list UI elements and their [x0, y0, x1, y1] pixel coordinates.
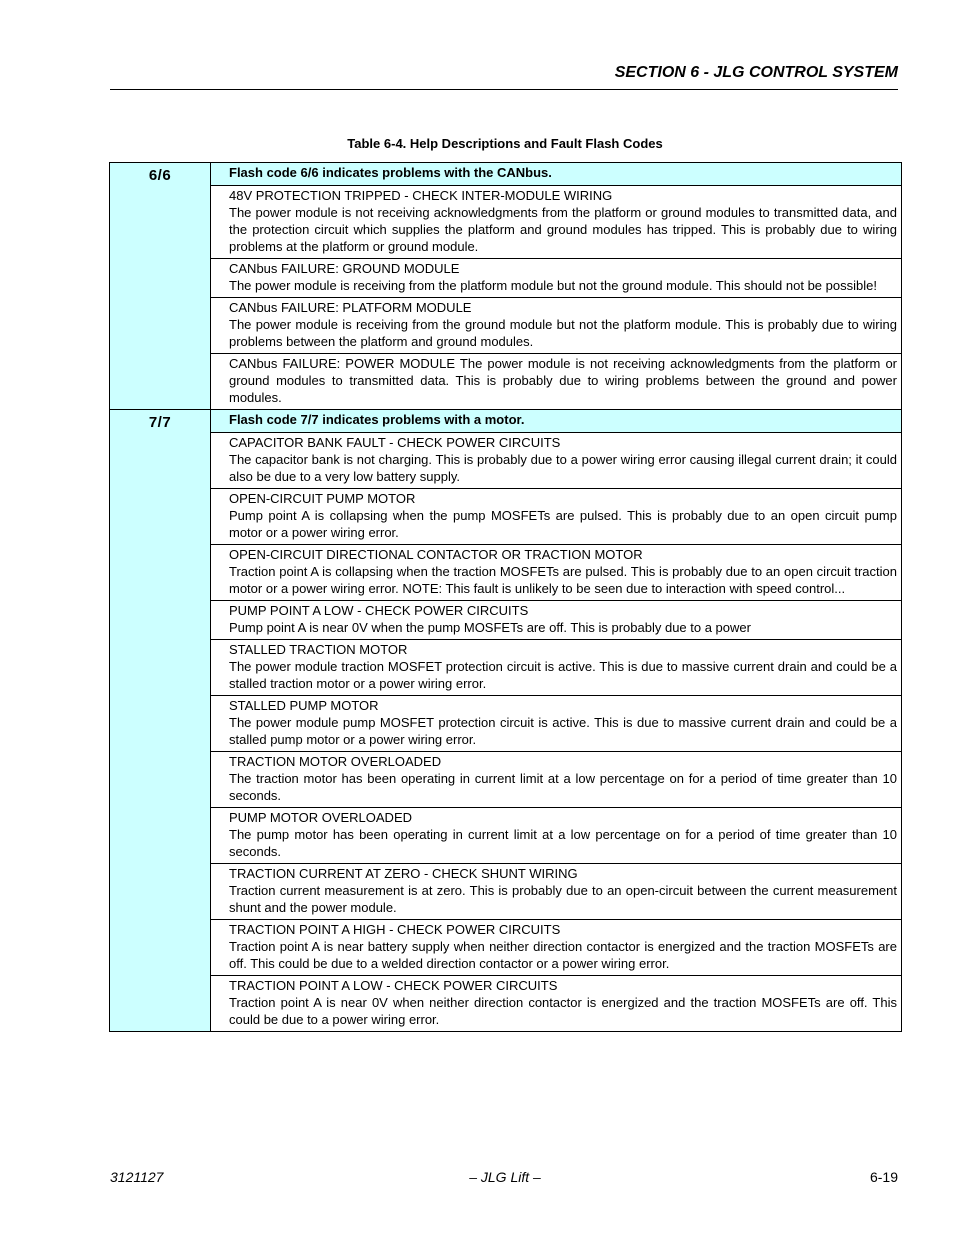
table-row	[110, 976, 902, 1032]
fault-item	[211, 354, 902, 410]
group-heading-row	[110, 163, 902, 186]
fault-item	[211, 752, 902, 808]
table-row	[110, 433, 902, 489]
fault-title: CANbus FAILURE: PLATFORM MODULE	[229, 300, 472, 315]
fault-title: TRACTION MOTOR OVERLOADED	[229, 754, 442, 769]
fault-title: OPEN-CIRCUIT DIRECTIONAL CONTACTOR OR TRACTION MOTOR	[229, 547, 643, 562]
table-row	[110, 752, 902, 808]
fault-item	[211, 640, 902, 696]
fault-description: The power module is receiving from the platform module but not the ground module. This should not be possible!	[229, 278, 877, 293]
fault-title: PUMP POINT A LOW - CHECK POWER CIRCUITS	[229, 603, 529, 618]
fault-item	[211, 864, 902, 920]
table-row	[110, 640, 902, 696]
group-heading-row	[110, 410, 902, 433]
fault-title: STALLED TRACTION MOTOR	[229, 642, 408, 657]
fault-description: Traction point A is near 0V when neither direction contactor is energized and the traction MOSFETs are off. This could be due to a power wiring error.	[229, 995, 897, 1027]
footer-brand: – JLG Lift –	[469, 1169, 541, 1185]
table-row	[110, 696, 902, 752]
header-rule	[110, 89, 898, 90]
table-row	[110, 186, 902, 259]
fault-item	[211, 601, 902, 640]
fault-item	[211, 696, 902, 752]
fault-title: CAPACITOR BANK FAULT - CHECK POWER CIRCUITS	[229, 435, 561, 450]
fault-title: CANbus FAILURE: POWER MODULE The power module is not receiving acknowledgments from the platform or ground modules to transmitted data. This is probably due to wiring problems between the ground and power modules.	[229, 356, 897, 405]
table-row	[110, 808, 902, 864]
group-heading: Flash code 6/6 indicates problems with the CANbus.	[211, 163, 902, 186]
table-row	[110, 259, 902, 298]
section-header: SECTION 6 - JLG CONTROL SYSTEM	[614, 64, 898, 81]
fault-description: Pump point A is collapsing when the pump MOSFETs are pulsed. This is probably due to an open circuit pump motor or a power wiring error.	[229, 508, 897, 540]
flash-code-table	[109, 162, 902, 1032]
fault-item	[211, 186, 902, 259]
flash-code-cell: 6/6	[110, 163, 211, 410]
table-row	[110, 601, 902, 640]
table-row	[110, 864, 902, 920]
group-heading: Flash code 7/7 indicates problems with a motor.	[211, 410, 902, 433]
table-row	[110, 920, 902, 976]
fault-title: TRACTION CURRENT AT ZERO - CHECK SHUNT WIRING	[229, 866, 578, 881]
fault-description: Pump point A is near 0V when the pump MOSFETs are off. This is probably due to a power	[229, 620, 751, 635]
fault-description: The power module pump MOSFET protection circuit is active. This is due to massive current drain and could be a stalled pump motor or a power wiring error.	[229, 715, 897, 747]
fault-title: CANbus FAILURE: GROUND MODULE	[229, 261, 460, 276]
fault-item	[211, 489, 902, 545]
fault-title: 48V PROTECTION TRIPPED - CHECK INTER-MODULE WIRING	[229, 188, 613, 203]
fault-item	[211, 433, 902, 489]
fault-title: OPEN-CIRCUIT PUMP MOTOR	[229, 491, 416, 506]
fault-description: Traction point A is collapsing when the traction MOSFETs are pulsed. This is probably due to an open circuit traction motor or a power wiring error. NOTE: This fault is unlikely to be seen due to interaction with speed control...	[229, 564, 897, 596]
fault-title: STALLED PUMP MOTOR	[229, 698, 379, 713]
document-number: 3121127	[110, 1169, 164, 1185]
fault-description: The capacitor bank is not charging. This is probably due to a power wiring error causing illegal current drain; it could also be due to a very low battery supply.	[229, 452, 897, 484]
fault-item	[211, 808, 902, 864]
table-title: Table 6-4. Help Descriptions and Fault Flash Codes	[347, 136, 663, 151]
fault-description: The traction motor has been operating in current limit at a low percentage on for a period of time greater than 10 seconds.	[229, 771, 897, 803]
fault-description: The pump motor has been operating in current limit at a low percentage on for a period of time greater than 10 seconds.	[229, 827, 897, 859]
table-row	[110, 489, 902, 545]
fault-item	[211, 298, 902, 354]
fault-description: The power module traction MOSFET protection circuit is active. This is due to massive current drain and could be a stalled traction motor or a power wiring error.	[229, 659, 897, 691]
fault-title: TRACTION POINT A LOW - CHECK POWER CIRCUITS	[229, 978, 558, 993]
fault-item	[211, 545, 902, 601]
table-row	[110, 354, 902, 410]
flash-code-cell: 7/7	[110, 410, 211, 1032]
page-number: 6-19	[869, 1169, 898, 1185]
table-row	[110, 545, 902, 601]
fault-item	[211, 920, 902, 976]
fault-item	[211, 259, 902, 298]
fault-description: The power module is receiving from the ground module but not the platform module. This is probably due to wiring problems between the platform and ground modules.	[229, 317, 897, 349]
fault-description: Traction current measurement is at zero. This is probably due to an open-circuit between the current measurement shunt and the power module.	[229, 883, 897, 915]
fault-title: PUMP MOTOR OVERLOADED	[229, 810, 412, 825]
fault-description: Traction point A is near battery supply when neither direction contactor is energized and the traction MOSFETs are off. This could be due to a welded direction contactor or a power wiring error.	[229, 939, 897, 971]
fault-description: The power module is not receiving acknowledgments from the platform or ground modules to transmitted data, and the protection circuit which supplies the platform and ground modules has tripped. This is probably due to wiring problems at the platform or ground module.	[229, 205, 897, 254]
table-row	[110, 298, 902, 354]
fault-title: TRACTION POINT A HIGH - CHECK POWER CIRCUITS	[229, 922, 561, 937]
fault-item	[211, 976, 902, 1032]
